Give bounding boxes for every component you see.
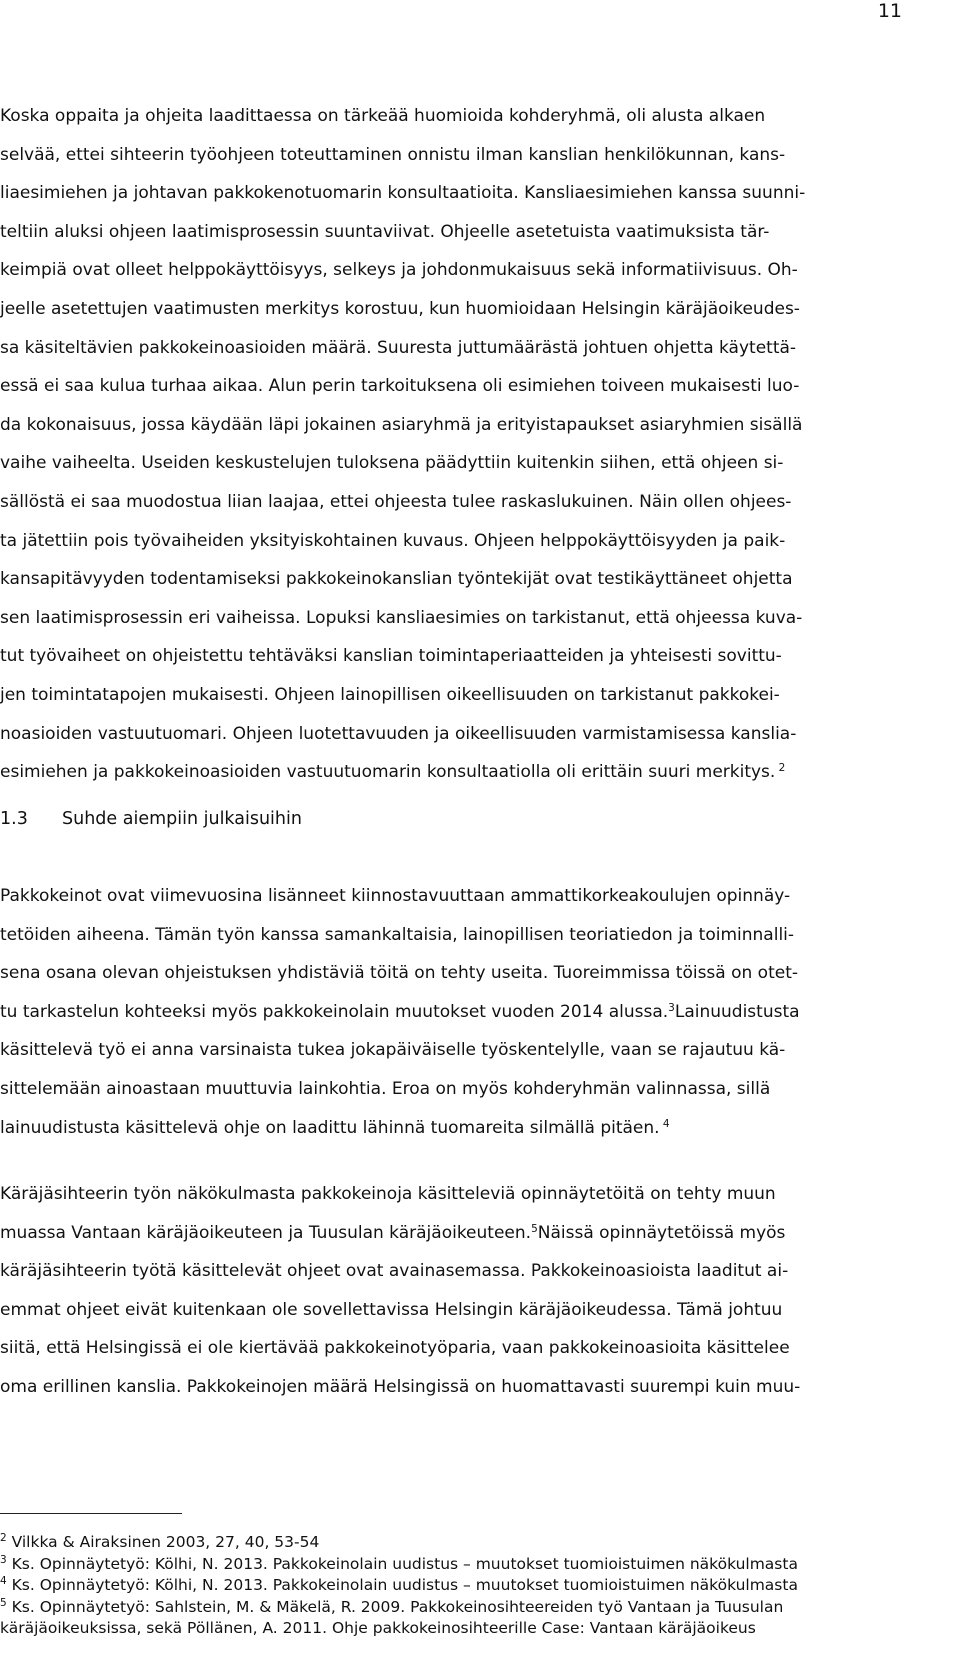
text-line xyxy=(0,885,960,907)
text-line-content: Koska oppaita ja ohjeita laadittaessa on tärkeää huomioida kohderyhmä, oli alusta alkaen xyxy=(0,106,766,126)
text-line-content: emmat ohjeet eivät kuitenkaan ole sovellettavissa Helsingin käräjäoikeudessa. Tämä johtuu xyxy=(0,1299,783,1320)
footnote-ref: 4 xyxy=(659,1117,670,1130)
footnote-number: 4 xyxy=(0,1575,7,1588)
footnote-text: Ks. Opinnäytetyö: Sahlstein, M. & Mäkelä, R. 2009. Pakkokeinosihteereiden työ Vantaan ja Tuusulan xyxy=(6,1597,784,1616)
footnote-ref: 5 xyxy=(531,1222,538,1235)
footnote xyxy=(0,1575,960,1595)
section-heading xyxy=(0,808,302,830)
text-line xyxy=(0,1222,960,1244)
text-line xyxy=(0,491,960,513)
text-line xyxy=(0,684,960,706)
footnote-text: Ks. Opinnäytetyö: Kölhi, N. 2013. Pakkokeinolain uudistus – muutokset tuomioistuimen näkökulmasta xyxy=(6,1554,798,1573)
footnote-text: Vilkka & Airaksinen 2003, 27, 40, 53-54 xyxy=(6,1533,320,1551)
text-line-content: sällöstä ei saa muodostua liian laajaa, ettei ohjeesta tulee raskaslukuinen. Näin ollen ohjees- xyxy=(0,492,792,512)
text-line xyxy=(0,924,960,946)
text-line-content: selvää, ettei sihteerin työohjeen toteuttaminen onnistu ilman kanslian henkilökunnan, kans- xyxy=(0,144,786,165)
text-line-content: jen toimintatapojen mukaisesti. Ohjeen lainopillisen oikeellisuuden on tarkistanut pakkokei- xyxy=(0,685,780,705)
text-line xyxy=(0,1039,960,1061)
text-line-content: Käräjäsihteerin työn näkökulmasta pakkokeinoja käsitteleviä opinnäytetöitä on tehty muun xyxy=(0,1184,776,1204)
text-line xyxy=(0,182,960,204)
footnote xyxy=(0,1554,960,1574)
text-line xyxy=(0,645,960,667)
text-line-content: kansapitävyyden todentamiseksi pakkokeinokanslian työntekijät ovat testikäyttäneet ohjetta xyxy=(0,569,793,590)
text-line xyxy=(0,723,960,745)
text-line-content: tetöiden aiheena. Tämän työn kanssa samankaltaisia, lainopillisen teoriatiedon ja toiminnalli- xyxy=(0,924,795,945)
text-line xyxy=(0,1183,960,1205)
text-line-content: siitä, että Helsingissä ei ole kiertävää pakkokeinotyöparia, vaan pakkokeinoasioita käsittelee xyxy=(0,1338,790,1359)
text-line xyxy=(0,607,960,629)
section-title: Suhde aiempiin julkaisuihin xyxy=(62,809,302,829)
text-line-content: teltiin aluksi ohjeen laatimisprosessin suuntaviivat. Ohjeelle asetetuista vaatimuksista tär- xyxy=(0,221,770,242)
footnote-ref: 2 xyxy=(775,762,786,775)
text-line-tail: Lainuudistusta xyxy=(674,1001,800,1022)
text-line-content: essä ei saa kulua turhaa aikaa. Alun perin tarkoituksena oli esimiehen toiveen mukaisesti luo- xyxy=(0,376,800,397)
footnote-continuation: käräjäoikeuksissa, sekä Pöllänen, A. 2011. Ohje pakkokeinosihteerille Case: Vantaan käräjäoikeus xyxy=(0,1619,756,1637)
text-line-content: ta jätettiin pois työvaiheiden yksityiskohtainen kuvaus. Ohjeen helppokäyttöisyyden ja paik- xyxy=(0,530,786,551)
text-line-content: vaihe vaiheelta. Useiden keskustelujen tuloksena päädyttiin kuitenkin siihen, että ohjeen si- xyxy=(0,453,784,474)
text-line xyxy=(0,259,960,281)
text-line xyxy=(0,1299,960,1321)
text-line xyxy=(0,1001,960,1023)
text-line xyxy=(0,105,960,127)
text-line-content: tut työvaiheet on ohjeistettu tehtäväksi kanslian toimintaperiaatteiden ja yhteisesti sovittu- xyxy=(0,646,782,667)
text-line xyxy=(0,1260,960,1282)
footnote-number: 2 xyxy=(0,1532,7,1545)
text-line xyxy=(0,298,960,320)
text-line-content: sittelemään ainoastaan muuttuvia lainkohtia. Eroa on myös kohderyhmän valinnassa, sillä xyxy=(0,1079,771,1099)
text-line-content: da kokonaisuus, jossa käydään läpi jokainen asiaryhmä ja erityistapaukset asiaryhmien sisällä xyxy=(0,414,803,435)
text-line-content: käsittelevä työ ei anna varsinaista tukea jokapäiväiselle työskentelylle, vaan se rajautuu kä- xyxy=(0,1040,786,1061)
text-line xyxy=(0,1117,960,1139)
text-line-content: tu tarkastelun kohteeksi myös pakkokeinolain muutokset vuoden 2014 alussa. xyxy=(0,1001,669,1022)
text-line-content: keimpiä ovat olleet helppokäyttöisyys, selkeys ja johdonmukaisuus sekä informatiivisuus. Oh- xyxy=(0,260,798,281)
text-line xyxy=(0,962,960,984)
text-line xyxy=(0,530,960,552)
text-line xyxy=(0,1376,960,1398)
footnote xyxy=(0,1532,960,1552)
text-line-tail: Näissä opinnäytetöissä myös xyxy=(537,1222,786,1243)
text-line-content: jeelle asetettujen vaatimusten merkitys korostuu, kun huomioidaan Helsingin käräjäoikeudes- xyxy=(0,299,800,319)
footnote-number: 3 xyxy=(0,1553,7,1566)
text-line-content: sa käsiteltävien pakkokeinoasioiden määrä. Suuresta juttumäärästä johtuen ohjetta käytettä- xyxy=(0,337,797,358)
text-line xyxy=(0,375,960,397)
text-line-content: lainuudistusta käsittelevä ohje on laadittu lähinnä tuomareita silmällä pitäen. xyxy=(0,1117,660,1138)
text-line-content: Pakkokeinot ovat viimevuosina lisänneet kiinnostavuuttaan ammattikorkeakoulujen opinnäy- xyxy=(0,886,791,906)
text-line-content: oma erillinen kanslia. Pakkokeinojen määrä Helsingissä on huomattavasti suurempi kuin muu- xyxy=(0,1377,801,1397)
text-line-content: muassa Vantaan käräjäoikeuteen ja Tuusulan käräjäoikeuteen. xyxy=(0,1222,532,1243)
text-line xyxy=(0,221,960,243)
footnote-text: Ks. Opinnäytetyö: Kölhi, N. 2013. Pakkokeinolain uudistus – muutokset tuomioistuimen näkökulmasta xyxy=(6,1576,798,1594)
text-line-content: liaesimiehen ja johtavan pakkokenotuomarin konsultaatioita. Kansliaesimiehen kanssa suunni- xyxy=(0,183,806,204)
footnote xyxy=(0,1597,960,1617)
text-line xyxy=(0,1078,960,1100)
page-number: 11 xyxy=(877,0,902,22)
footnote-ref: 3 xyxy=(668,1002,675,1015)
text-line-content: esimiehen ja pakkokeinoasioiden vastuutuomarin konsultaatiolla oli erittäin suuri merkitys. xyxy=(0,762,776,783)
text-line-content: noasioiden vastuutuomari. Ohjeen luotettavuuden ja oikeellisuuden varmistamisessa kanslia- xyxy=(0,723,797,744)
text-line xyxy=(0,1337,960,1359)
text-line-content: sena osana olevan ohjeistuksen yhdistäviä töitä on tehty useita. Tuoreimmissa töissä on otet- xyxy=(0,963,799,984)
text-line xyxy=(0,337,960,359)
text-line xyxy=(0,144,960,166)
footnote-divider xyxy=(0,1513,182,1514)
section-number: 1.3 xyxy=(0,809,28,829)
text-line-content: käräjäsihteerin työtä käsittelevät ohjeet ovat avainasemassa. Pakkokeinoasioista laaditut ai- xyxy=(0,1261,789,1282)
text-line xyxy=(0,568,960,590)
text-line xyxy=(0,452,960,474)
footnote-number: 5 xyxy=(0,1596,7,1609)
text-line-content: sen laatimisprosessin eri vaiheissa. Lopuksi kansliaesimies on tarkistanut, että ohjeessa kuva- xyxy=(0,607,803,628)
text-line xyxy=(0,414,960,436)
text-line xyxy=(0,761,960,783)
